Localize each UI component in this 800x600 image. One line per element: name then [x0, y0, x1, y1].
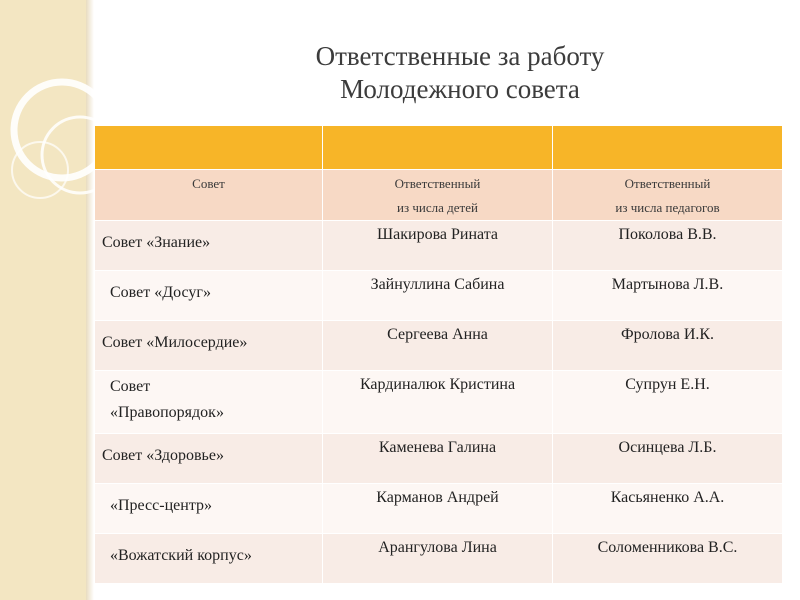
- teacher-responsible-cell: Поколова В.В.: [553, 221, 783, 271]
- page-title-line1: Ответственные за работу: [315, 41, 605, 71]
- child-responsible-cell: Кардиналюк Кристина: [323, 371, 553, 434]
- column-header-teacher-line2: из числа педагогов: [615, 200, 720, 215]
- child-responsible-cell: Каменева Галина: [323, 434, 553, 484]
- teacher-responsible-cell: Супрун Е.Н.: [553, 371, 783, 434]
- teacher-responsible-cell: Касьяненко А.А.: [553, 484, 783, 534]
- council-cell: Совет «Досуг»: [95, 271, 323, 321]
- header-empty-cell: [553, 126, 783, 170]
- teacher-responsible-cell: Соломенникова В.С.: [553, 534, 783, 584]
- column-header-teacher: [553, 170, 783, 221]
- table-column-headers: [95, 170, 783, 221]
- teacher-responsible-cell: Мартынова Л.В.: [553, 271, 783, 321]
- teacher-responsible-cell: Осинцева Л.Б.: [553, 434, 783, 484]
- child-responsible-cell: Карманов Андрей: [323, 484, 553, 534]
- column-header-child-line2: из числа детей: [397, 200, 478, 215]
- table-row: [95, 221, 783, 271]
- table-row: [95, 484, 783, 534]
- page-title-line2: Молодежного совета: [340, 74, 580, 104]
- teacher-responsible-cell: Фролова И.К.: [553, 321, 783, 371]
- council-cell: Совет «Милосердие»: [95, 321, 323, 371]
- column-header-council: [95, 170, 323, 221]
- table-row: [95, 534, 783, 584]
- council-cell: Совет «Знание»: [95, 221, 323, 271]
- column-header-teacher-line1: Ответственный: [624, 176, 711, 191]
- table-row: [95, 271, 783, 321]
- column-header-child: [323, 170, 553, 221]
- table-row: [95, 434, 783, 484]
- child-responsible-cell: Зайнуллина Сабина: [323, 271, 553, 321]
- table-row: [95, 321, 783, 371]
- council-cell: «Пресс-центр»: [95, 484, 323, 534]
- child-responsible-cell: Арангулова Лина: [323, 534, 553, 584]
- child-responsible-cell: Сергеева Анна: [323, 321, 553, 371]
- column-header-council-text: Совет: [192, 176, 225, 191]
- page-title: [230, 40, 690, 106]
- table-header-bar: [95, 126, 783, 170]
- council-cell: Совет «Здоровье»: [95, 434, 323, 484]
- child-responsible-cell: Шакирова Рината: [323, 221, 553, 271]
- header-empty-cell: [95, 126, 323, 170]
- table-row: [95, 371, 783, 434]
- council-cell: «Вожатский корпус»: [95, 534, 323, 584]
- responsibles-table: [94, 125, 782, 584]
- council-cell: Совет «Правопорядок»: [95, 371, 323, 434]
- column-header-child-line1: Ответственный: [394, 176, 481, 191]
- header-empty-cell: [323, 126, 553, 170]
